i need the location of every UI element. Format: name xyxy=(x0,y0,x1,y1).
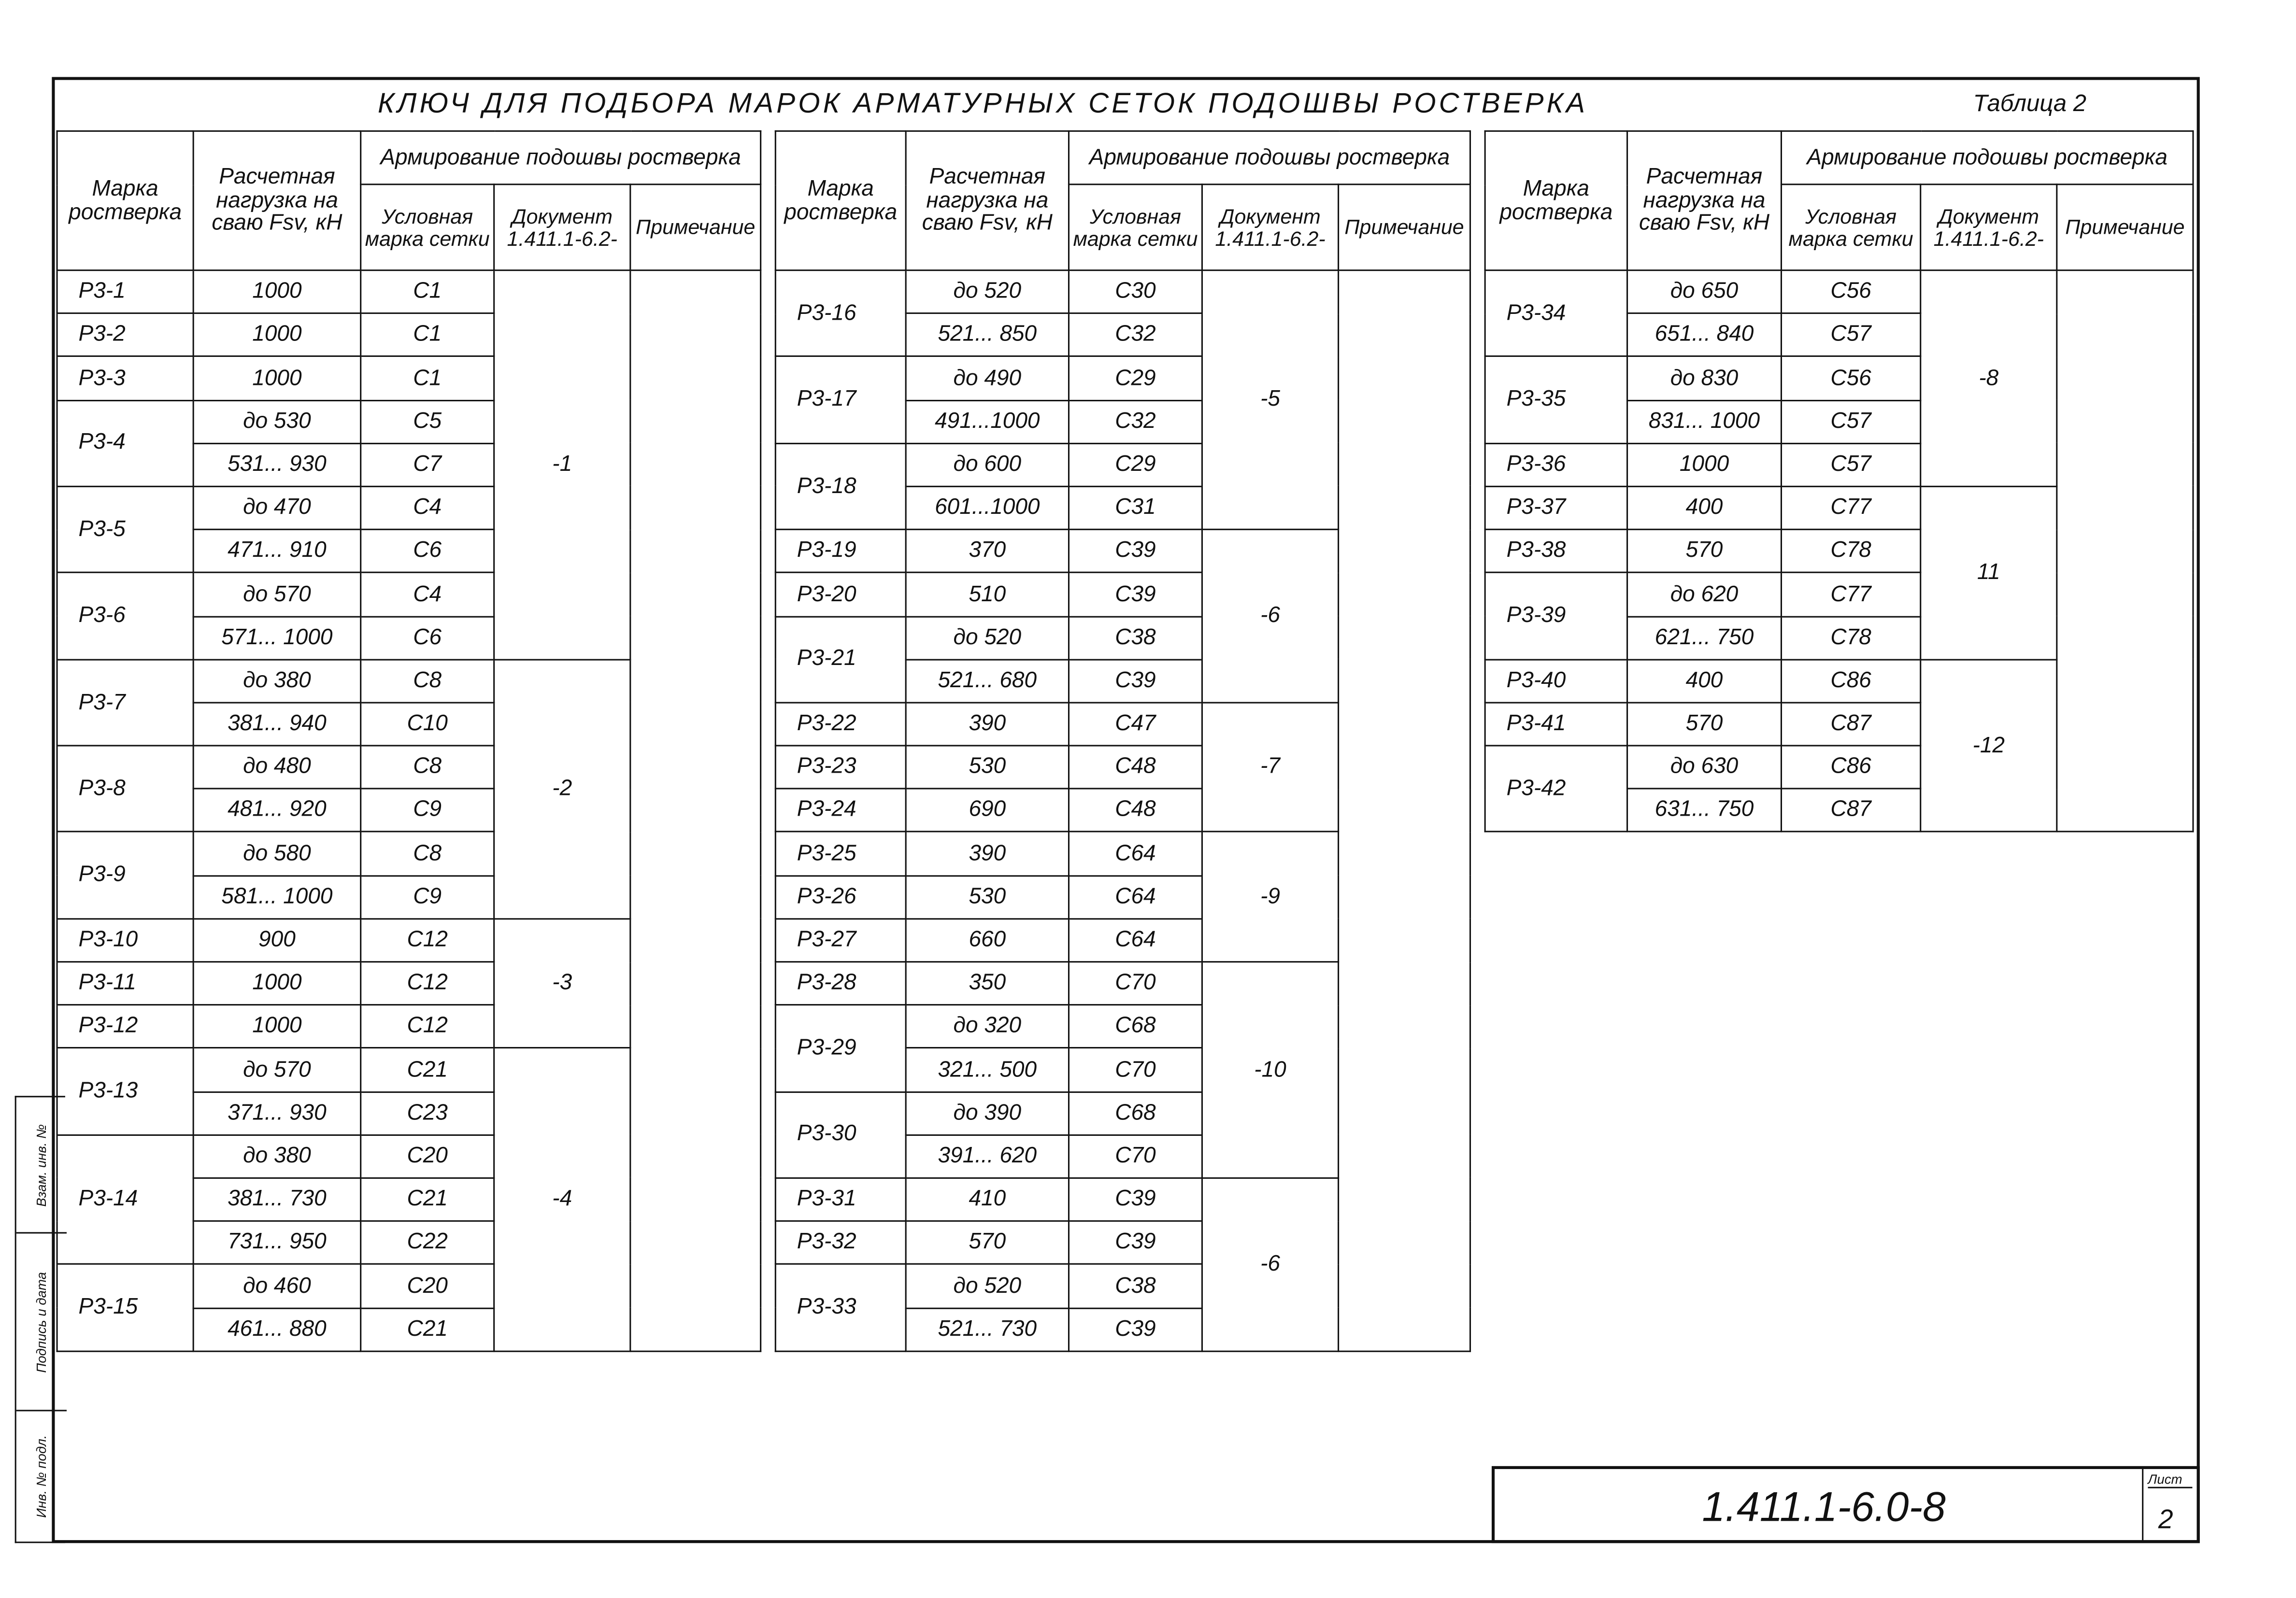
mesh-mark: С1 xyxy=(361,270,494,314)
mesh-mark: С9 xyxy=(361,876,494,919)
pile-load: до 570 xyxy=(193,573,361,616)
pile-load: 530 xyxy=(906,876,1069,919)
pile-load: 381... 730 xyxy=(193,1178,361,1221)
mesh-mark: С23 xyxy=(361,1091,494,1135)
document-suffix: -8 xyxy=(1921,270,2057,487)
pile-cap-mark: Р3-25 xyxy=(775,832,906,876)
mesh-mark: С4 xyxy=(361,486,494,530)
mesh-mark: С38 xyxy=(1069,1264,1202,1308)
pile-cap-mark: Р3-36 xyxy=(1485,443,1627,487)
mesh-mark: С8 xyxy=(361,659,494,703)
pile-load: 531... 930 xyxy=(193,443,361,487)
pile-load: 900 xyxy=(193,919,361,962)
mesh-mark: С1 xyxy=(361,313,494,357)
pile-load: 521... 850 xyxy=(906,313,1069,357)
pile-load: до 530 xyxy=(193,400,361,443)
pile-cap-mark: Р3-10 xyxy=(57,919,193,962)
header-note: Примечание xyxy=(2057,184,2193,270)
pile-cap-mark: Р3-3 xyxy=(57,357,193,400)
pile-load: до 520 xyxy=(906,1264,1069,1308)
pile-load: 410 xyxy=(906,1178,1069,1221)
pile-load: до 470 xyxy=(193,486,361,530)
document-suffix: -2 xyxy=(494,659,630,919)
document-code: 1.411.1-6.0-8 xyxy=(1702,1484,1946,1530)
mesh-mark: С56 xyxy=(1781,270,1920,314)
mesh-mark: С9 xyxy=(361,789,494,833)
side-cell-signature xyxy=(16,1233,67,1411)
pile-load: 570 xyxy=(906,1221,1069,1265)
pile-load: до 380 xyxy=(193,659,361,703)
header-mark: Марка ростверка xyxy=(57,131,193,270)
mesh-mark: С57 xyxy=(1781,313,1920,357)
mesh-mark: С10 xyxy=(361,703,494,746)
pile-cap-mark: Р3-21 xyxy=(775,616,906,703)
header-mark: Марка ростверка xyxy=(1485,131,1627,270)
mesh-mark: С39 xyxy=(1069,1308,1202,1351)
pile-cap-mark: Р3-24 xyxy=(775,789,906,833)
pile-load: до 650 xyxy=(1627,270,1782,314)
document-suffix: -4 xyxy=(494,1048,630,1351)
pile-cap-mark: Р3-8 xyxy=(57,746,193,832)
mesh-mark: С4 xyxy=(361,573,494,616)
mesh-mark: С31 xyxy=(1069,486,1202,530)
mesh-mark: С32 xyxy=(1069,400,1202,443)
pile-cap-mark: Р3-7 xyxy=(57,659,193,746)
mesh-mark: С29 xyxy=(1069,357,1202,400)
mesh-mark: С8 xyxy=(361,832,494,876)
mesh-mark: С8 xyxy=(361,746,494,789)
pile-cap-mark: Р3-14 xyxy=(57,1135,193,1265)
pile-load: 731... 950 xyxy=(193,1221,361,1265)
pile-load: 660 xyxy=(906,919,1069,962)
mesh-mark: С32 xyxy=(1069,313,1202,357)
table-row xyxy=(1485,270,2193,314)
document-suffix: -10 xyxy=(1202,962,1338,1178)
note-cell xyxy=(1339,270,1470,1351)
pile-cap-mark: Р3-29 xyxy=(775,1005,906,1091)
pile-cap-mark: Р3-23 xyxy=(775,746,906,789)
side-label: Инв. № подл. xyxy=(34,1435,49,1518)
pile-load: 1000 xyxy=(193,270,361,314)
pile-cap-mark: Р3-39 xyxy=(1485,573,1627,659)
pile-load: 510 xyxy=(906,573,1069,616)
side-label: Подпись и дата xyxy=(34,1271,49,1372)
header-reinforcement: Армирование подошвы ростверка xyxy=(1781,131,2193,184)
mesh-mark: С39 xyxy=(1069,659,1202,703)
mesh-mark: С21 xyxy=(361,1178,494,1221)
pile-load: 1000 xyxy=(193,313,361,357)
pile-load: 400 xyxy=(1627,659,1782,703)
pile-load: до 480 xyxy=(193,746,361,789)
mesh-mark: С39 xyxy=(1069,530,1202,573)
mesh-mark: С70 xyxy=(1069,1135,1202,1178)
pile-load: до 390 xyxy=(906,1091,1069,1135)
mesh-mark: С39 xyxy=(1069,573,1202,616)
mesh-mark: С70 xyxy=(1069,1048,1202,1092)
document-suffix: -3 xyxy=(494,919,630,1048)
pile-cap-mark: Р3-6 xyxy=(57,573,193,659)
pile-cap-mark: Р3-28 xyxy=(775,962,906,1005)
pile-load: 831... 1000 xyxy=(1627,400,1782,443)
header-mesh: Условная марка сетки xyxy=(1069,184,1202,270)
pile-cap-mark: Р3-41 xyxy=(1485,703,1627,746)
pile-load: 521... 730 xyxy=(906,1308,1069,1351)
header-load: Расчетная нагрузка на сваю Fsv, кН xyxy=(1627,131,1782,270)
pile-load: 400 xyxy=(1627,486,1782,530)
header-note: Примечание xyxy=(630,184,761,270)
table-title: КЛЮЧ ДЛЯ ПОДБОРА МАРОК АРМАТУРНЫХ СЕТОК ПОДОШВЫ РОСТВЕРКА xyxy=(377,88,1588,120)
mesh-mark: С22 xyxy=(361,1221,494,1265)
pile-load: 461... 880 xyxy=(193,1308,361,1351)
mesh-mark: С86 xyxy=(1781,659,1920,703)
pile-load: до 830 xyxy=(1627,357,1782,400)
mesh-mark: С39 xyxy=(1069,1221,1202,1265)
pile-load: до 570 xyxy=(193,1048,361,1092)
key-table-2 xyxy=(775,130,1471,1352)
pile-cap-mark: Р3-4 xyxy=(57,400,193,486)
pile-load: до 580 xyxy=(193,832,361,876)
pile-load: до 620 xyxy=(1627,573,1782,616)
document-suffix: -12 xyxy=(1921,659,2057,832)
pile-load: до 520 xyxy=(906,616,1069,660)
pile-cap-mark: Р3-11 xyxy=(57,962,193,1005)
mesh-mark: С78 xyxy=(1781,530,1920,573)
mesh-mark: С5 xyxy=(361,400,494,443)
header-load: Расчетная нагрузка на сваю Fsv, кН xyxy=(193,131,361,270)
mesh-mark: С12 xyxy=(361,1005,494,1048)
mesh-mark: С78 xyxy=(1781,616,1920,660)
pile-cap-mark: Р3-17 xyxy=(775,357,906,443)
mesh-mark: С30 xyxy=(1069,270,1202,314)
sheet-label: Лист xyxy=(2148,1472,2192,1488)
pile-load: 1000 xyxy=(193,357,361,400)
mesh-mark: С57 xyxy=(1781,400,1920,443)
side-cell-replaced xyxy=(16,1097,67,1233)
pile-cap-mark: Р3-18 xyxy=(775,443,906,530)
pile-load: 601...1000 xyxy=(906,486,1069,530)
document-suffix: -5 xyxy=(1202,270,1338,530)
pile-cap-mark: Р3-2 xyxy=(57,313,193,357)
mesh-mark: С64 xyxy=(1069,832,1202,876)
document-suffix: 11 xyxy=(1921,486,2057,659)
pile-load: до 460 xyxy=(193,1264,361,1308)
mesh-mark: С12 xyxy=(361,962,494,1005)
mesh-mark: С77 xyxy=(1781,573,1920,616)
pile-load: 370 xyxy=(906,530,1069,573)
pile-load: 631... 750 xyxy=(1627,789,1782,833)
pile-load: 581... 1000 xyxy=(193,876,361,919)
header-mesh: Условная марка сетки xyxy=(361,184,494,270)
mesh-mark: С47 xyxy=(1069,703,1202,746)
pile-load: до 380 xyxy=(193,1135,361,1178)
mesh-mark: С39 xyxy=(1069,1178,1202,1221)
header-mesh: Условная марка сетки xyxy=(1781,184,1920,270)
mesh-mark: С77 xyxy=(1781,486,1920,530)
pile-cap-mark: Р3-15 xyxy=(57,1264,193,1351)
mesh-mark: С21 xyxy=(361,1308,494,1351)
pile-load: 471... 910 xyxy=(193,530,361,573)
pile-cap-mark: Р3-37 xyxy=(1485,486,1627,530)
pile-cap-mark: Р3-9 xyxy=(57,832,193,919)
pile-load: до 630 xyxy=(1627,746,1782,789)
header-doc: Документ 1.411.1-6.2- xyxy=(1202,184,1338,270)
mesh-mark: С87 xyxy=(1781,703,1920,746)
document-suffix: -1 xyxy=(494,270,630,660)
sheet-number-box xyxy=(2142,1469,2196,1540)
key-table-3 xyxy=(1484,130,2194,833)
header-reinforcement: Армирование подошвы ростверка xyxy=(1069,131,1470,184)
pile-load: 321... 500 xyxy=(906,1048,1069,1092)
note-cell xyxy=(630,270,761,1351)
pile-load: 391... 620 xyxy=(906,1135,1069,1178)
pile-cap-mark: Р3-12 xyxy=(57,1005,193,1048)
pile-cap-mark: Р3-34 xyxy=(1485,270,1627,357)
table-row xyxy=(57,270,761,314)
pile-load: 1000 xyxy=(193,962,361,1005)
header-doc: Документ 1.411.1-6.2- xyxy=(1921,184,2057,270)
mesh-mark: С38 xyxy=(1069,616,1202,660)
document-suffix: -6 xyxy=(1202,1178,1338,1351)
pile-load: 491...1000 xyxy=(906,400,1069,443)
pile-load: 350 xyxy=(906,962,1069,1005)
mesh-mark: С56 xyxy=(1781,357,1920,400)
key-table-1 xyxy=(57,130,762,1352)
mesh-mark: С1 xyxy=(361,357,494,400)
pile-load: 570 xyxy=(1627,703,1782,746)
mesh-mark: С48 xyxy=(1069,789,1202,833)
pile-load: до 490 xyxy=(906,357,1069,400)
pile-load: до 520 xyxy=(906,270,1069,314)
pile-cap-mark: Р3-32 xyxy=(775,1221,906,1265)
mesh-mark: С48 xyxy=(1069,746,1202,789)
mesh-mark: С64 xyxy=(1069,876,1202,919)
header-load: Расчетная нагрузка на сваю Fsv, кН xyxy=(906,131,1069,270)
pile-load: 571... 1000 xyxy=(193,616,361,660)
pile-cap-mark: Р3-27 xyxy=(775,919,906,962)
pile-cap-mark: Р3-20 xyxy=(775,573,906,616)
pile-cap-mark: Р3-42 xyxy=(1485,746,1627,832)
mesh-mark: С57 xyxy=(1781,443,1920,487)
table-number: Таблица 2 xyxy=(1973,92,2087,117)
pile-cap-mark: Р3-40 xyxy=(1485,659,1627,703)
pile-load: 651... 840 xyxy=(1627,313,1782,357)
mesh-mark: С87 xyxy=(1781,789,1920,833)
pile-cap-mark: Р3-38 xyxy=(1485,530,1627,573)
mesh-mark: С68 xyxy=(1069,1091,1202,1135)
mesh-mark: С12 xyxy=(361,919,494,962)
header-doc: Документ 1.411.1-6.2- xyxy=(494,184,630,270)
mesh-mark: С86 xyxy=(1781,746,1920,789)
document-suffix: -6 xyxy=(1202,530,1338,703)
mesh-mark: С64 xyxy=(1069,919,1202,962)
pile-load: 381... 940 xyxy=(193,703,361,746)
pile-cap-mark: Р3-13 xyxy=(57,1048,193,1135)
pile-load: 690 xyxy=(906,789,1069,833)
mesh-mark: С29 xyxy=(1069,443,1202,487)
pile-cap-mark: Р3-33 xyxy=(775,1264,906,1351)
pile-load: 481... 920 xyxy=(193,789,361,833)
pile-cap-mark: Р3-16 xyxy=(775,270,906,357)
title-block xyxy=(1492,1466,2200,1543)
pile-cap-mark: Р3-22 xyxy=(775,703,906,746)
pile-load: 371... 930 xyxy=(193,1091,361,1135)
mesh-mark: С70 xyxy=(1069,962,1202,1005)
pile-load: 530 xyxy=(906,746,1069,789)
mesh-mark: С20 xyxy=(361,1135,494,1178)
mesh-mark: С6 xyxy=(361,530,494,573)
note-cell xyxy=(2057,270,2193,833)
mesh-mark: С6 xyxy=(361,616,494,660)
pile-load: до 320 xyxy=(906,1005,1069,1048)
header-reinforcement: Армирование подошвы ростверка xyxy=(361,131,761,184)
pile-cap-mark: Р3-5 xyxy=(57,486,193,573)
header-note: Примечание xyxy=(1339,184,1470,270)
mesh-mark: С7 xyxy=(361,443,494,487)
side-label: Взам. инв. № xyxy=(34,1123,49,1206)
table-row xyxy=(775,270,1470,314)
pile-load: 390 xyxy=(906,832,1069,876)
pile-load: 390 xyxy=(906,703,1069,746)
pile-cap-mark: Р3-31 xyxy=(775,1178,906,1221)
pile-load: 570 xyxy=(1627,530,1782,573)
mesh-mark: С20 xyxy=(361,1264,494,1308)
header-mark: Марка ростверка xyxy=(775,131,906,270)
pile-load: до 600 xyxy=(906,443,1069,487)
mesh-mark: С68 xyxy=(1069,1005,1202,1048)
pile-load: 521... 680 xyxy=(906,659,1069,703)
pile-load: 1000 xyxy=(1627,443,1782,487)
pile-cap-mark: Р3-26 xyxy=(775,876,906,919)
side-cell-inventory xyxy=(16,1411,67,1541)
document-suffix: -9 xyxy=(1202,832,1338,962)
mesh-mark: С21 xyxy=(361,1048,494,1092)
pile-load: 1000 xyxy=(193,1005,361,1048)
sheet-number: 2 xyxy=(2158,1504,2173,1534)
pile-cap-mark: Р3-19 xyxy=(775,530,906,573)
pile-cap-mark: Р3-35 xyxy=(1485,357,1627,443)
side-stamp xyxy=(15,1096,65,1543)
pile-load: 621... 750 xyxy=(1627,616,1782,660)
pile-cap-mark: Р3-1 xyxy=(57,270,193,314)
pile-cap-mark: Р3-30 xyxy=(775,1091,906,1178)
document-suffix: -7 xyxy=(1202,703,1338,833)
